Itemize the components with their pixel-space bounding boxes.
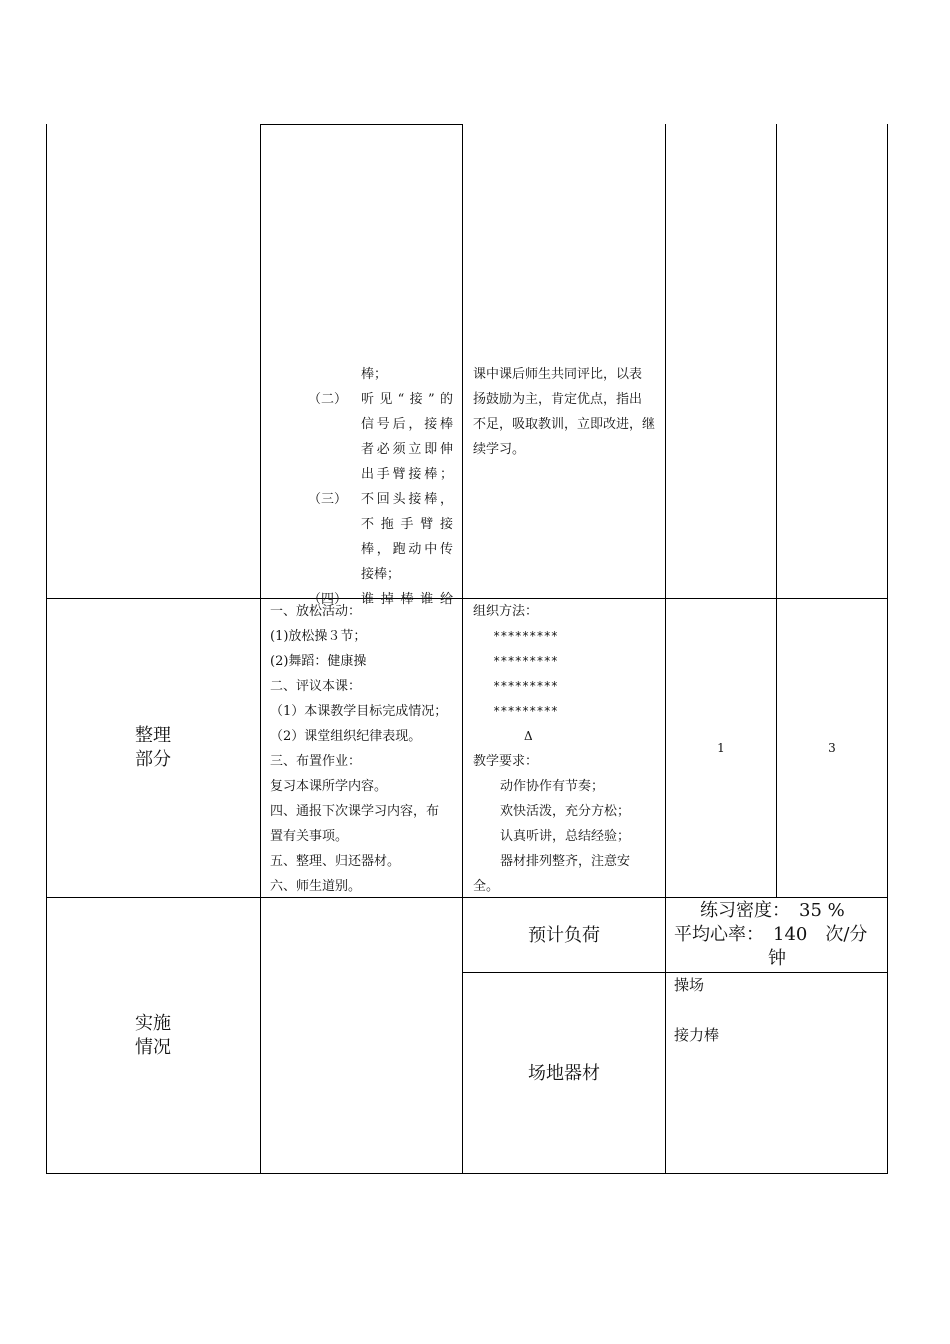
shishi-label-line1: 实施	[135, 1013, 171, 1034]
requirement-line: 器材排列整齐，注意安	[500, 854, 631, 869]
method-line	[262, 562, 461, 587]
content-line: 一、放松活动：	[270, 604, 362, 619]
method-lines	[262, 362, 461, 612]
formation-row: *********	[493, 679, 559, 693]
content-line: 二、评议本课：	[270, 679, 362, 694]
content-line: 置有关事项。	[270, 829, 349, 844]
content-line: （2）课堂组织纪律表现。	[270, 729, 422, 744]
cont-method-cell	[262, 125, 461, 607]
method-line-text: 者必须立即伸	[361, 442, 453, 457]
load-label: 预计负荷	[528, 925, 600, 946]
method-line-text: 出手臂接棒；	[361, 467, 453, 482]
method-line	[262, 462, 461, 487]
zhengli-content	[270, 599, 447, 899]
req-title: 教学要求：	[473, 754, 539, 769]
method-line	[262, 412, 461, 437]
heart-rate-unit-tail: 钟	[768, 948, 786, 969]
border-table-bottom	[46, 1173, 888, 1174]
method-line	[262, 487, 461, 512]
zhengli-label-line1: 整理	[135, 725, 171, 746]
equipment-value: 接力棒	[674, 1026, 720, 1044]
content-line: (2)舞蹈：健康操	[270, 654, 367, 669]
density-line: 练习密度： 35 %	[700, 900, 845, 921]
method-line-text: 不拖手臂接	[361, 517, 453, 532]
requirement-line: 认真听讲，总结经验；	[500, 829, 631, 844]
method-line	[262, 437, 461, 462]
border-col5	[776, 124, 777, 898]
org-title: 组织方法：	[473, 604, 539, 619]
content-line: (1)放松操３节；	[270, 629, 367, 644]
method-line-text: 不回头接棒，	[361, 492, 453, 507]
border-right	[887, 124, 888, 1174]
content-line: 四、通报下次课学习内容，布	[270, 804, 440, 819]
content-line: 复习本课所学内容。	[270, 779, 388, 794]
formation-row: *********	[493, 704, 559, 718]
shishi-label-line2: 情况	[135, 1037, 171, 1058]
method-line-text: 棒；	[361, 367, 388, 382]
content-line: 六、师生道别。	[270, 879, 362, 894]
method-line	[262, 537, 461, 562]
zhengli-col4-value: 1	[717, 741, 725, 755]
formation-row: *********	[493, 654, 559, 668]
requirement-line: 全。	[473, 879, 500, 894]
method-line-text: 谁掉棒谁给	[361, 592, 453, 607]
method-line-text: 听见“接”的	[361, 392, 453, 407]
content-line: 五、整理、归还器材。	[270, 854, 401, 869]
eval-line: 续学习。	[473, 442, 526, 457]
method-line-text: 棒，跑动中传	[361, 542, 453, 557]
method-line	[262, 362, 461, 387]
requirement-line: 动作协作有节奏；	[500, 779, 605, 794]
method-line-number: （四）	[308, 592, 348, 607]
border-col4	[665, 124, 666, 1174]
zhengli-label	[135, 724, 171, 772]
teacher-mark: Δ	[524, 729, 533, 743]
load-values	[674, 899, 867, 971]
border-left	[46, 124, 47, 1174]
method-line-text: 信号后，接棒	[361, 417, 453, 432]
method-line	[262, 387, 461, 412]
content-line: 三、布置作业：	[270, 754, 362, 769]
shishi-label	[135, 1012, 171, 1060]
content-line: （1）本课教学目标完成情况；	[270, 704, 448, 719]
eval-line: 不足，吸取教训，立即改进，继	[473, 417, 656, 432]
heart-rate-line: 平均心率： 140 次/分	[674, 924, 868, 945]
method-line-number: （三）	[308, 492, 348, 507]
cont-eval-cell	[473, 362, 655, 462]
zhengli-label-line2: 部分	[135, 749, 171, 770]
method-line-number: （二）	[308, 392, 348, 407]
method-line	[262, 512, 461, 537]
border-col3	[462, 124, 463, 1174]
formation-row: *********	[493, 629, 559, 643]
zhengli-col5-value: 3	[828, 741, 836, 755]
border-row-zhengli-bottom	[46, 897, 888, 898]
requirement-line: 欢快活泼，充分方松；	[500, 804, 631, 819]
venue-value: 操场	[674, 976, 705, 994]
border-row-cont-bottom	[46, 598, 888, 599]
zhengli-organization	[473, 599, 630, 899]
venue-label: 场地器材	[528, 1063, 600, 1084]
eval-line: 扬鼓励为主，肯定优点，指出	[473, 392, 643, 407]
method-line-text: 接棒；	[361, 567, 401, 582]
border-col2	[260, 124, 261, 1174]
eval-line: 课中课后师生共同评比，以表	[473, 367, 643, 382]
